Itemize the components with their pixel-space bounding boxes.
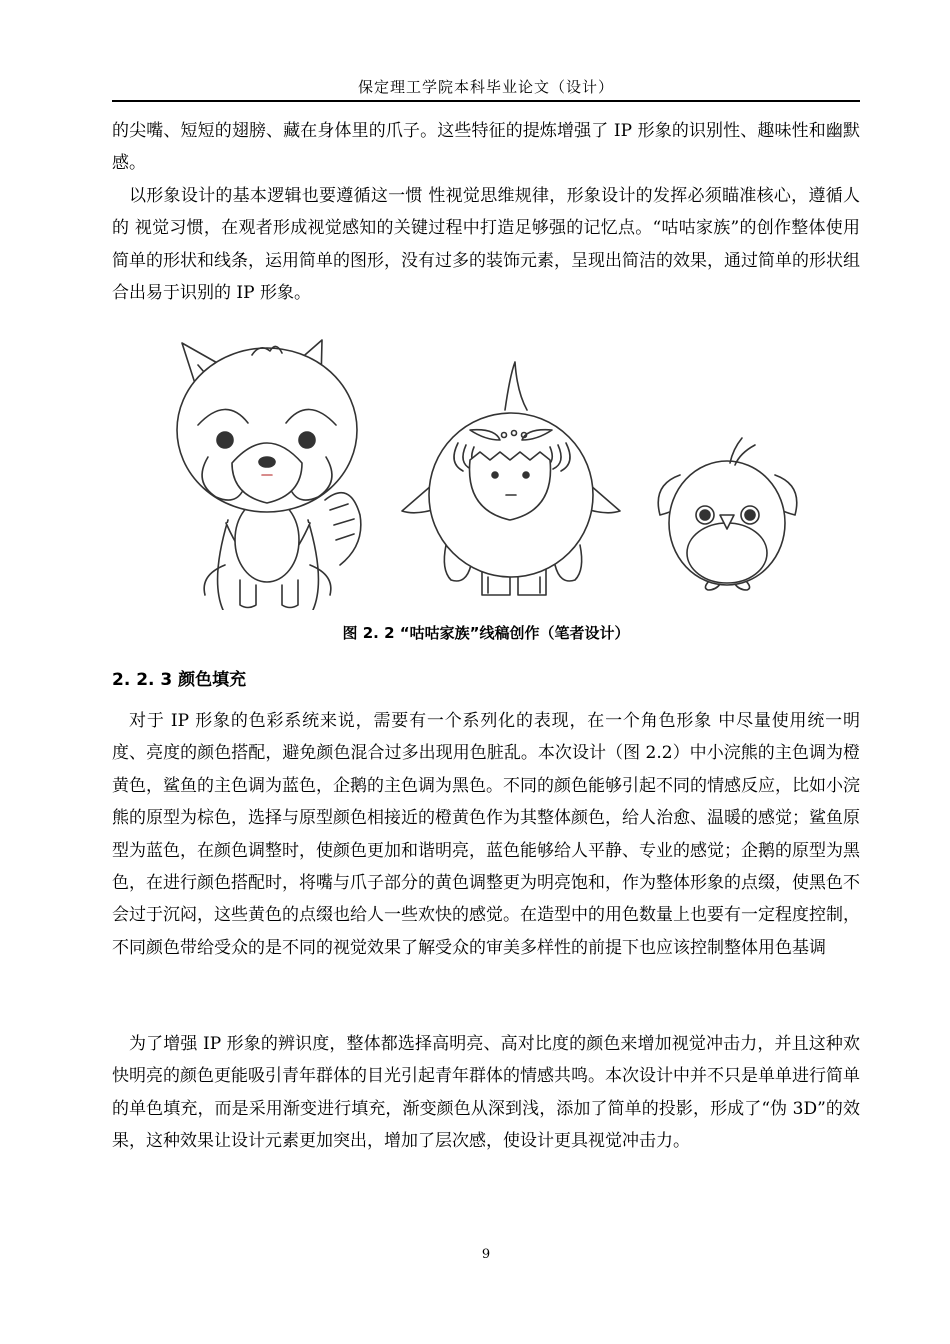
shark-illustration <box>402 362 620 595</box>
paragraph-3: 对于 IP 形象的色彩系统来说，需要有一个系列化的表现，在一个角色形象 中尽量使用统一明度、亮度的颜色搭配，避免颜色混合过多出现用色脏乱。本次设计（图 2.2）中小浣熊的主色调为橙黄色，鲨鱼的主色调为蓝色，企鹅的主色调为黑色。不同的颜色能够引起不同的情感反应，比如小浣熊的原型为棕色，选择与原型颜色相接近的橙黄色作为其整体颜色，给人治愈、温暖的感觉；鲨鱼原型为蓝色，在颜色调整时，使颜色更加和谐明亮，蓝色能够给人平静、专业的感觉；企鹅的原型为黑色，在进行颜色搭配时，将嘴与爪子部分的黄色调整更为明亮饱和，作为整体形象的点缀，使黑色不会过于沉闷，这些黄色的点缀也给人一些欢快的感觉。在造型中的用色数量上也要有一定程度控制，不同颜色带给受众的是不同的视觉效果了解受众的审美多样性的前提下也应该控制整体用色基调 <box>112 711 860 958</box>
line-art-figure <box>170 335 810 610</box>
raccoon-illustration <box>177 340 361 610</box>
paragraph-1: 的尖嘴、短短的翅膀、藏在身体里的爪子。这些特征的提炼增强了 IP 形象的识别性、趣味性和幽默感。 <box>112 121 860 174</box>
section-heading: 2. 2. 3 颜色填充 <box>112 670 247 690</box>
header-rule <box>112 100 860 102</box>
paragraph-2: 以形象设计的基本逻辑也要遵循这一惯 性视觉思维规律，形象设计的发挥必须瞄准核心，遵循人的 视觉习惯，在观者形成视觉感知的关键过程中打造足够强的记忆点。“咕咕家族”的创作整体使用简单的形状和线条，运用简单的图形，没有过多的装饰元素，呈现出简洁的效果，通过简单的形状组合出易于识别的 IP 形象。 <box>112 186 860 304</box>
paragraph-4: 为了增强 IP 形象的辨识度，整体都选择高明亮、高对比度的颜色来增加视觉冲击力，并且这种欢快明亮的颜色更能吸引青年群体的目光引起青年群体的情感共鸣。本次设计中并不只是单单进行简单的单色填充，而是采用渐变进行填充，渐变颜色从深到浅，添加了简单的投影，形成了“伪 3D”的效果，这种效果让设计元素更加突出，增加了层次感，使设计更具视觉冲击力。 <box>112 1034 860 1152</box>
figure-caption: 图 2. 2 “咕咕家族”线稿创作（笔者设计） <box>342 624 630 642</box>
penguin-illustration <box>658 438 797 590</box>
running-header: 保定理工学院本科毕业论文（设计） <box>357 78 614 96</box>
page-number: 9 <box>481 1247 491 1262</box>
